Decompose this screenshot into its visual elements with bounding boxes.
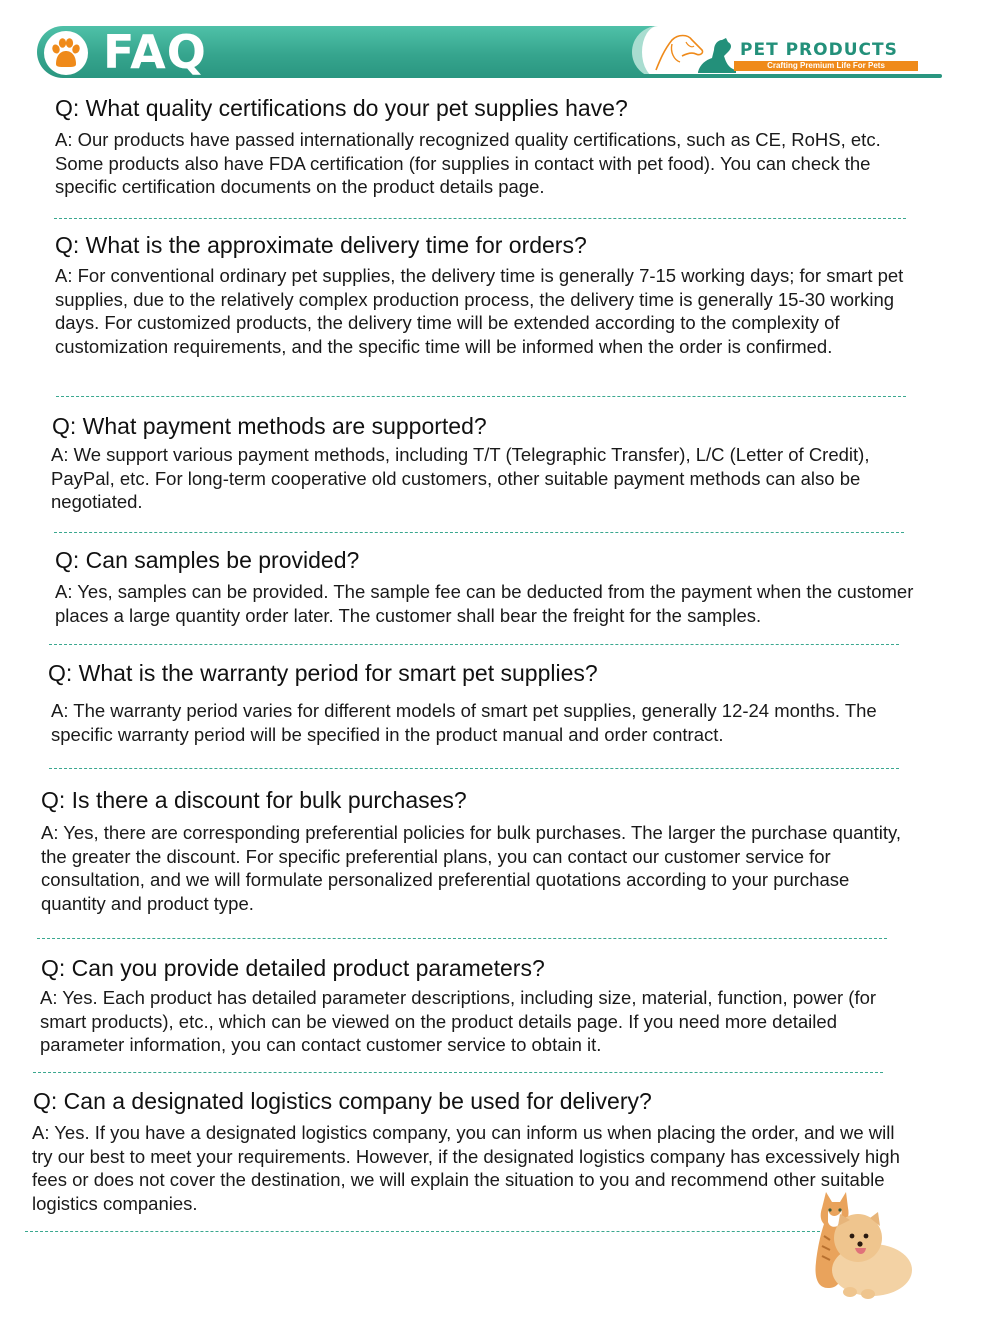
- brand-logo: [632, 26, 942, 78]
- divider: [37, 938, 887, 939]
- divider: [25, 1231, 825, 1232]
- divider: [33, 1072, 883, 1073]
- divider: [54, 218, 906, 219]
- faq-answer: A: We support various payment methods, including T/T (Telegraphic Transfer), L/C (Letter of Credit), PayPal, etc. For long-term cooperative old customers, other suitable payment methods can also be negotiated.: [51, 444, 870, 512]
- faq-question: Q: What payment methods are supported?: [52, 413, 487, 439]
- divider: [54, 532, 904, 533]
- cat-and-dog-image: [800, 1188, 920, 1308]
- faq-question: Q: Can you provide detailed product parameters?: [41, 955, 545, 981]
- page-title: FAQ: [103, 25, 207, 79]
- faq-answer: A: The warranty period varies for different models of smart pet supplies, generally 12-24 months. The specific warranty period will be specified in the product manual and order contract.: [51, 700, 877, 745]
- dog-cat-logo-icon: [650, 30, 740, 74]
- divider: [49, 768, 899, 769]
- paw-badge: [44, 31, 88, 75]
- faq-answer: A: Yes. If you have a designated logistics company, you can inform us when placing the order, and we will try our best to meet your requirements. However, if the designated logistics company has excessively high fees or does not cover the destination, we will explain the situation to you and recommend other suitable logistics companies.: [32, 1122, 900, 1214]
- faq-answer: A: For conventional ordinary pet supplies, the delivery time is generally 7-15 working days; for smart pet supplies, due to the relatively complex production process, the delivery time is generally 15-30 working days. For customized products, the delivery time will be extended according to the complexity of customization requirements, and the specific time will be informed when the order is confirmed.: [55, 265, 904, 357]
- divider: [56, 396, 906, 397]
- faq-question: Q: What is the approximate delivery time for orders?: [55, 232, 587, 258]
- divider: [49, 644, 899, 645]
- faq-question: Q: Can a designated logistics company be used for delivery?: [33, 1088, 652, 1114]
- faq-question: Q: Can samples be provided?: [55, 547, 360, 573]
- brand-tagline: Crafting Premium Life For Pets: [734, 61, 918, 71]
- faq-question: Q: What quality certifications do your pet supplies have?: [55, 95, 628, 121]
- logo-underline: [642, 74, 942, 78]
- paw-icon: [49, 37, 83, 69]
- faq-question: Q: Is there a discount for bulk purchases?: [41, 787, 467, 813]
- faq-question: Q: What is the warranty period for smart pet supplies?: [48, 660, 598, 686]
- faq-answer: A: Yes. Each product has detailed parameter descriptions, including size, material, function, power (for smart products), etc., which can be viewed on the product details page. If you need more detailed parameter information, you can contact customer service to obtain it.: [40, 987, 877, 1055]
- faq-answer: A: Yes, samples can be provided. The sample fee can be deducted from the payment when the customer places a large quantity order later. The customer shall bear the freight for the samples.: [55, 581, 914, 626]
- faq-answer: A: Our products have passed internationally recognized quality certifications, such as CE, RoHS, etc. Some products also have FDA certification (for supplies in contact with pet food). You can check the specific certification documents on the product details page.: [55, 129, 881, 197]
- faq-answer: A: Yes, there are corresponding preferential policies for bulk purchases. The larger the purchase quantity, the greater the discount. For specific preferential plans, you can contact our customer service for consultation, and we will formulate personalized preferential quotations according to your purchase quantity and product type.: [41, 822, 902, 914]
- brand-name: PET PRODUCTS: [740, 40, 898, 60]
